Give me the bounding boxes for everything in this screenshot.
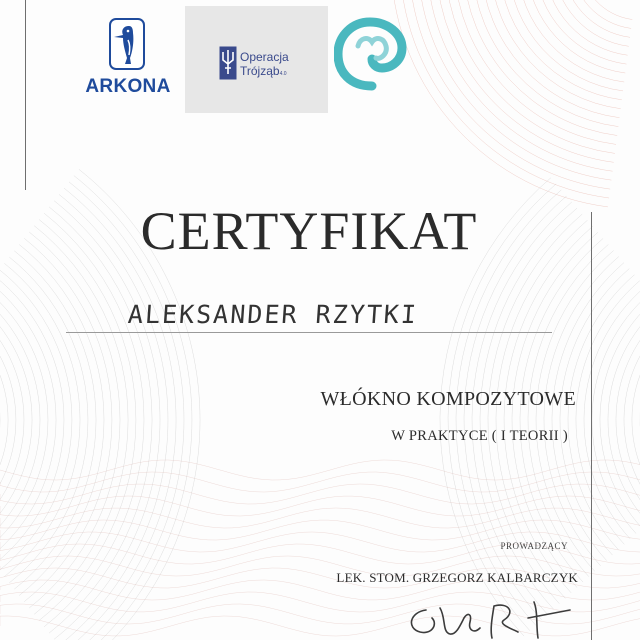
arkona-logo <box>76 18 180 102</box>
course-title: WŁÓKNO KOMPOZYTOWE <box>320 388 576 410</box>
right-border-line <box>591 212 592 640</box>
recipient-underline <box>66 332 552 333</box>
woodpecker-icon <box>109 18 145 70</box>
course-subtitle: W PRAKTYCE ( I TEORII ) <box>391 428 568 444</box>
tooth-swirl-icon <box>334 16 410 92</box>
leader-caption: PROWADZĄCY <box>500 541 568 551</box>
operacja-version: 4.0 <box>279 71 287 77</box>
arkona-wordmark: ARKONA <box>85 76 171 97</box>
operacja-text-line2: Trójząb4.0 <box>240 64 287 78</box>
certificate-title: CERTYFIKAT <box>140 201 478 261</box>
leader-name: LEK. STOM. GRZEGORZ KALBARCZYK <box>336 570 578 585</box>
handwritten-signature <box>398 588 588 640</box>
left-border-line <box>25 0 26 190</box>
trident-icon <box>219 46 237 80</box>
recipient-name: ALEKSANDER RZYTKI <box>126 300 419 329</box>
operacja-trojzab-logo <box>185 6 328 113</box>
operacja-text-line1: Operacja <box>240 50 289 64</box>
